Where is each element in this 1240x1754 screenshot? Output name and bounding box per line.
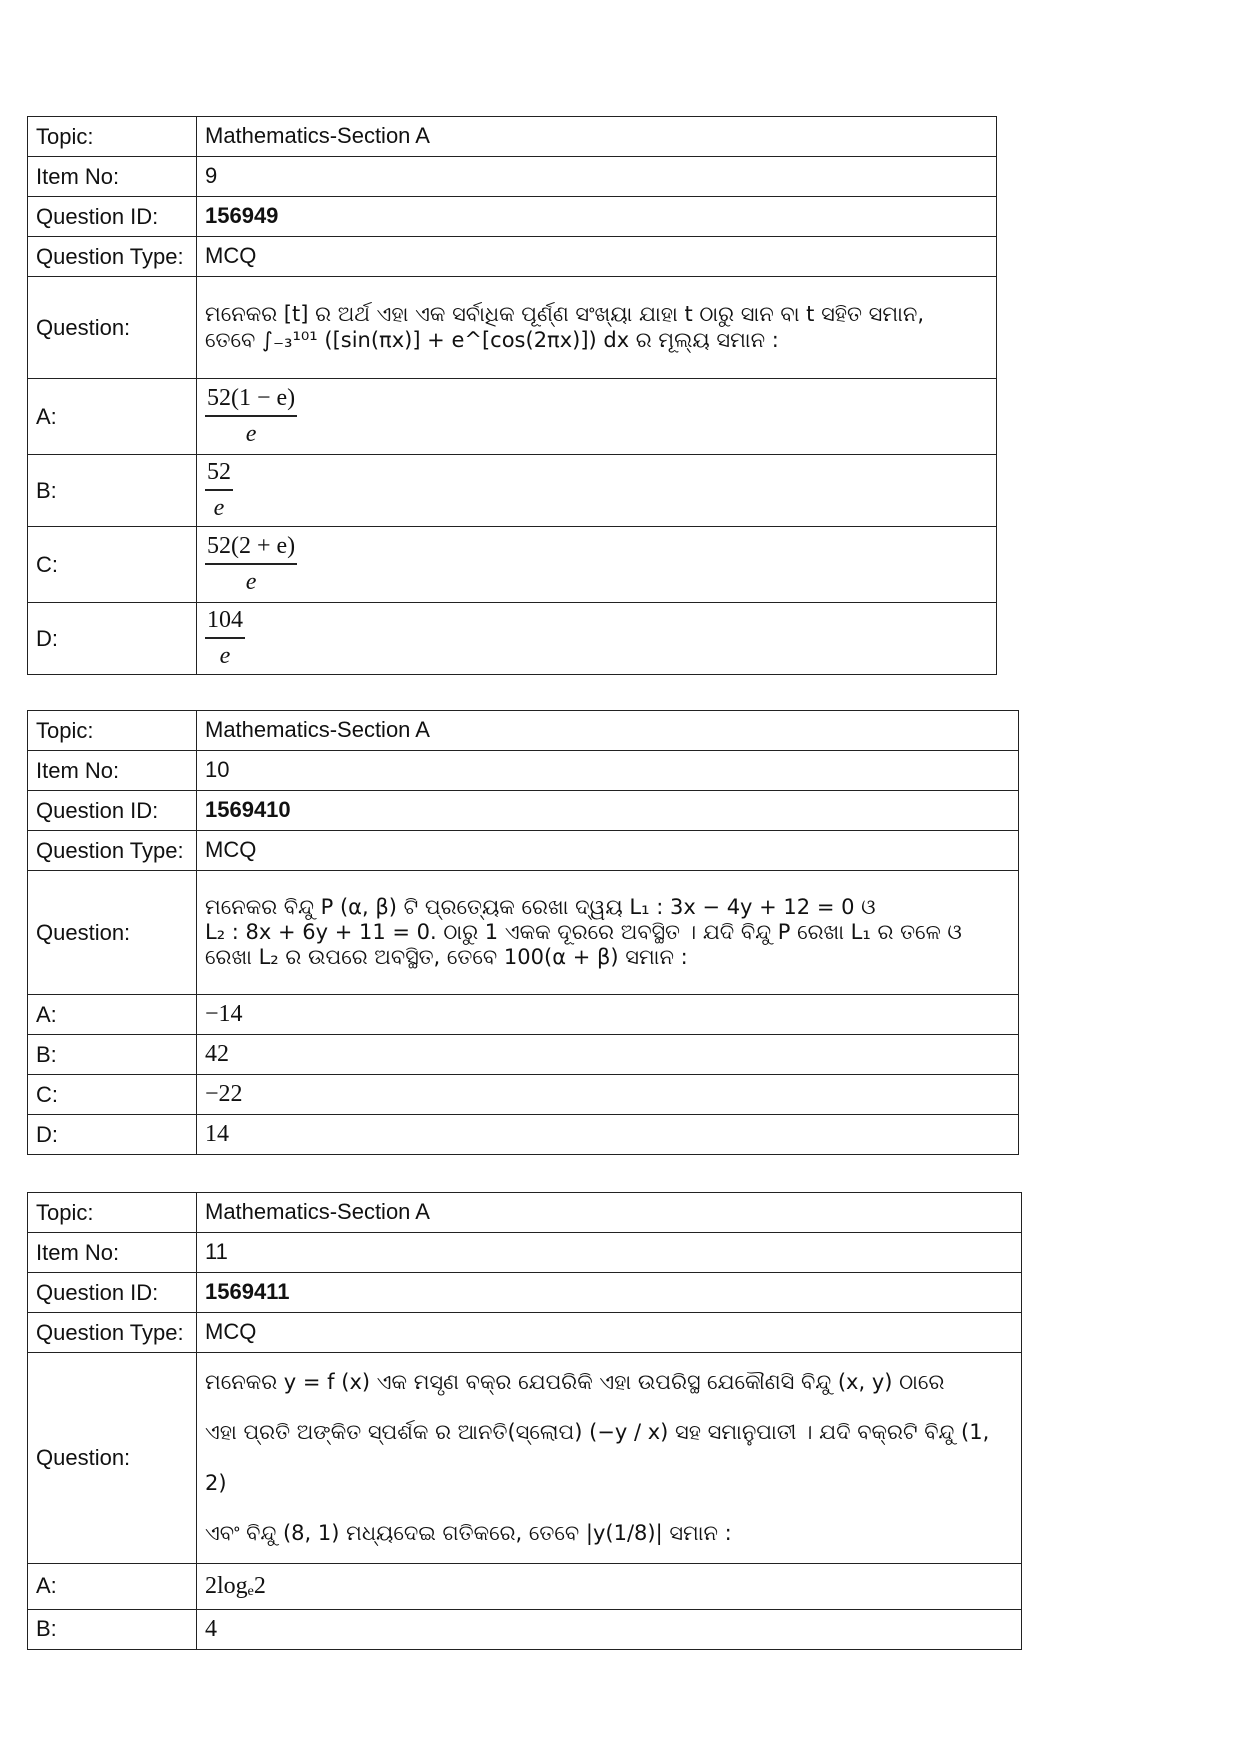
option-a-label: A: bbox=[28, 379, 197, 455]
question-id-row bbox=[28, 1273, 1022, 1313]
option-b-value bbox=[197, 455, 997, 527]
option-d-fraction bbox=[205, 607, 245, 670]
option-d-row bbox=[28, 1115, 1019, 1155]
topic-label: Topic: bbox=[28, 1193, 197, 1233]
question-type-label: Question Type: bbox=[28, 237, 197, 277]
option-a-row bbox=[28, 379, 997, 455]
question-id-value: 156949 bbox=[197, 197, 997, 237]
option-c-value: −22 bbox=[197, 1075, 1019, 1115]
topic-label: Topic: bbox=[28, 117, 197, 157]
topic-row bbox=[28, 711, 1019, 751]
question-type-row bbox=[28, 831, 1019, 871]
item-no-row bbox=[28, 157, 997, 197]
question-table-9 bbox=[27, 116, 997, 675]
fraction-denominator: e bbox=[245, 420, 257, 447]
question-id-label: Question ID: bbox=[28, 197, 197, 237]
option-c-row bbox=[28, 527, 997, 603]
fraction-numerator: 52 bbox=[205, 459, 233, 491]
option-b-value: 4 bbox=[197, 1609, 1022, 1649]
question-row bbox=[28, 1353, 1022, 1564]
item-no-row bbox=[28, 1233, 1022, 1273]
question-table-10 bbox=[27, 710, 1019, 1155]
question-line: ମନେକର [t] ର ଅର୍ଥ ଏହା ଏକ ସର୍ବାଧିକ ପୂର୍ଣ୍ଣ ସଂଖ୍ୟା ଯାହା t ଠାରୁ ସାନ ବା t ସହିତ ସମାନ, bbox=[205, 302, 925, 327]
fraction-denominator: e bbox=[245, 568, 257, 595]
item-no-label: Item No: bbox=[28, 157, 197, 197]
question-text bbox=[197, 277, 997, 379]
option-c-fraction bbox=[205, 533, 297, 596]
question-type-value: MCQ bbox=[197, 237, 997, 277]
question-id-label: Question ID: bbox=[28, 1273, 197, 1313]
question-line: L₂ : 8x + 6y + 11 = 0. ଠାରୁ 1 ଏକକ ଦୂରରେ ଅବସ୍ଥିତ । ଯଦି ବିନ୍ଦୁ P ରେଖା L₁ ର ତଳେ ଓ bbox=[205, 919, 962, 944]
topic-row bbox=[28, 117, 997, 157]
question-type-value: MCQ bbox=[197, 1313, 1022, 1353]
question-table-11 bbox=[27, 1192, 1022, 1650]
question-type-row bbox=[28, 237, 997, 277]
question-row bbox=[28, 277, 997, 379]
question-line: ମନେକର y = f (x) ଏକ ମସୃଣ ବକ୍ର ଯେପରିକି ଏହା ଉପରିସ୍ଥ ଯେକୌଣସି ବିନ୍ଦୁ (x, y) ଠାରେ bbox=[205, 1370, 945, 1394]
question-label: Question: bbox=[28, 1353, 197, 1564]
fraction-numerator: 52(1 − e) bbox=[205, 385, 297, 417]
question-line: ମନେକର ବିନ୍ଦୁ P (α, β) ଟି ପ୍ରତ୍ୟେକ ରେଖା ଦ୍ୱୟ L₁ : 3x − 4y + 12 = 0 ଓ bbox=[205, 894, 876, 919]
option-b-label: B: bbox=[28, 455, 197, 527]
item-no-label: Item No: bbox=[28, 751, 197, 791]
topic-value: Mathematics-Section A bbox=[197, 1193, 1022, 1233]
question-label: Question: bbox=[28, 277, 197, 379]
question-text bbox=[197, 871, 1019, 995]
fraction-denominator: e bbox=[219, 642, 231, 669]
option-c-label: C: bbox=[28, 1075, 197, 1115]
question-id-value: 1569411 bbox=[197, 1273, 1022, 1313]
question-type-value: MCQ bbox=[197, 831, 1019, 871]
question-id-row bbox=[28, 791, 1019, 831]
question-label: Question: bbox=[28, 871, 197, 995]
topic-value: Mathematics-Section A bbox=[197, 711, 1019, 751]
question-id-value: 1569410 bbox=[197, 791, 1019, 831]
question-type-label: Question Type: bbox=[28, 831, 197, 871]
option-d-label: D: bbox=[28, 1115, 197, 1155]
option-b-row bbox=[28, 455, 997, 527]
option-d-value: 14 bbox=[197, 1115, 1019, 1155]
option-a-value bbox=[197, 379, 997, 455]
option-d-label: D: bbox=[28, 603, 197, 675]
option-b-row bbox=[28, 1035, 1019, 1075]
option-c-value bbox=[197, 527, 997, 603]
option-b-value: 42 bbox=[197, 1035, 1019, 1075]
option-c-row bbox=[28, 1075, 1019, 1115]
option-b-fraction bbox=[205, 459, 233, 522]
option-a-label: A: bbox=[28, 995, 197, 1035]
option-c-label: C: bbox=[28, 527, 197, 603]
option-b-label: B: bbox=[28, 1609, 197, 1649]
question-id-label: Question ID: bbox=[28, 791, 197, 831]
question-row bbox=[28, 871, 1019, 995]
topic-value: Mathematics-Section A bbox=[197, 117, 997, 157]
item-no-value: 10 bbox=[197, 751, 1019, 791]
option-a-value: 2logₑ2 bbox=[197, 1563, 1022, 1609]
topic-row bbox=[28, 1193, 1022, 1233]
item-no-value: 9 bbox=[197, 157, 997, 197]
fraction-denominator: e bbox=[213, 494, 225, 521]
option-b-row bbox=[28, 1609, 1022, 1649]
option-a-label: A: bbox=[28, 1563, 197, 1609]
question-line: ଏହା ପ୍ରତି ଅଙ୍କିତ ସ୍ପର୍ଶକ ର ଆନତି(ସ୍ଲୋପ) (−y / x) ସହ ସମାନୁପାତୀ । ଯଦି ବକ୍ରଟି ବିନ୍ଦୁ (1, 2) bbox=[205, 1420, 990, 1495]
topic-label: Topic: bbox=[28, 711, 197, 751]
option-d-value bbox=[197, 603, 997, 675]
option-a-row bbox=[28, 1563, 1022, 1609]
option-a-row bbox=[28, 995, 1019, 1035]
question-line: ଏବଂ ବିନ୍ଦୁ (8, 1) ମଧ୍ୟଦେଇ ଗତିକରେ, ତେବେ |y(1/8)| ସମାନ : bbox=[205, 1521, 732, 1546]
option-a-fraction bbox=[205, 385, 297, 448]
fraction-numerator: 104 bbox=[205, 607, 245, 639]
question-id-row bbox=[28, 197, 997, 237]
item-no-row bbox=[28, 751, 1019, 791]
option-d-row bbox=[28, 603, 997, 675]
option-a-value: −14 bbox=[197, 995, 1019, 1035]
question-type-row bbox=[28, 1313, 1022, 1353]
fraction-numerator: 52(2 + e) bbox=[205, 533, 297, 565]
question-line: ରେଖା L₂ ର ଉପରେ ଅବସ୍ଥିତ, ତେବେ 100(α + β) ସମାନ : bbox=[205, 945, 688, 970]
question-line: ତେବେ ∫₋₃¹⁰¹ ([sin(πx)] + e^[cos(2πx)]) dx ର ମୂଲ୍ୟ ସମାନ : bbox=[205, 327, 779, 352]
item-no-value: 11 bbox=[197, 1233, 1022, 1273]
question-type-label: Question Type: bbox=[28, 1313, 197, 1353]
item-no-label: Item No: bbox=[28, 1233, 197, 1273]
question-text bbox=[197, 1353, 1022, 1564]
option-b-label: B: bbox=[28, 1035, 197, 1075]
